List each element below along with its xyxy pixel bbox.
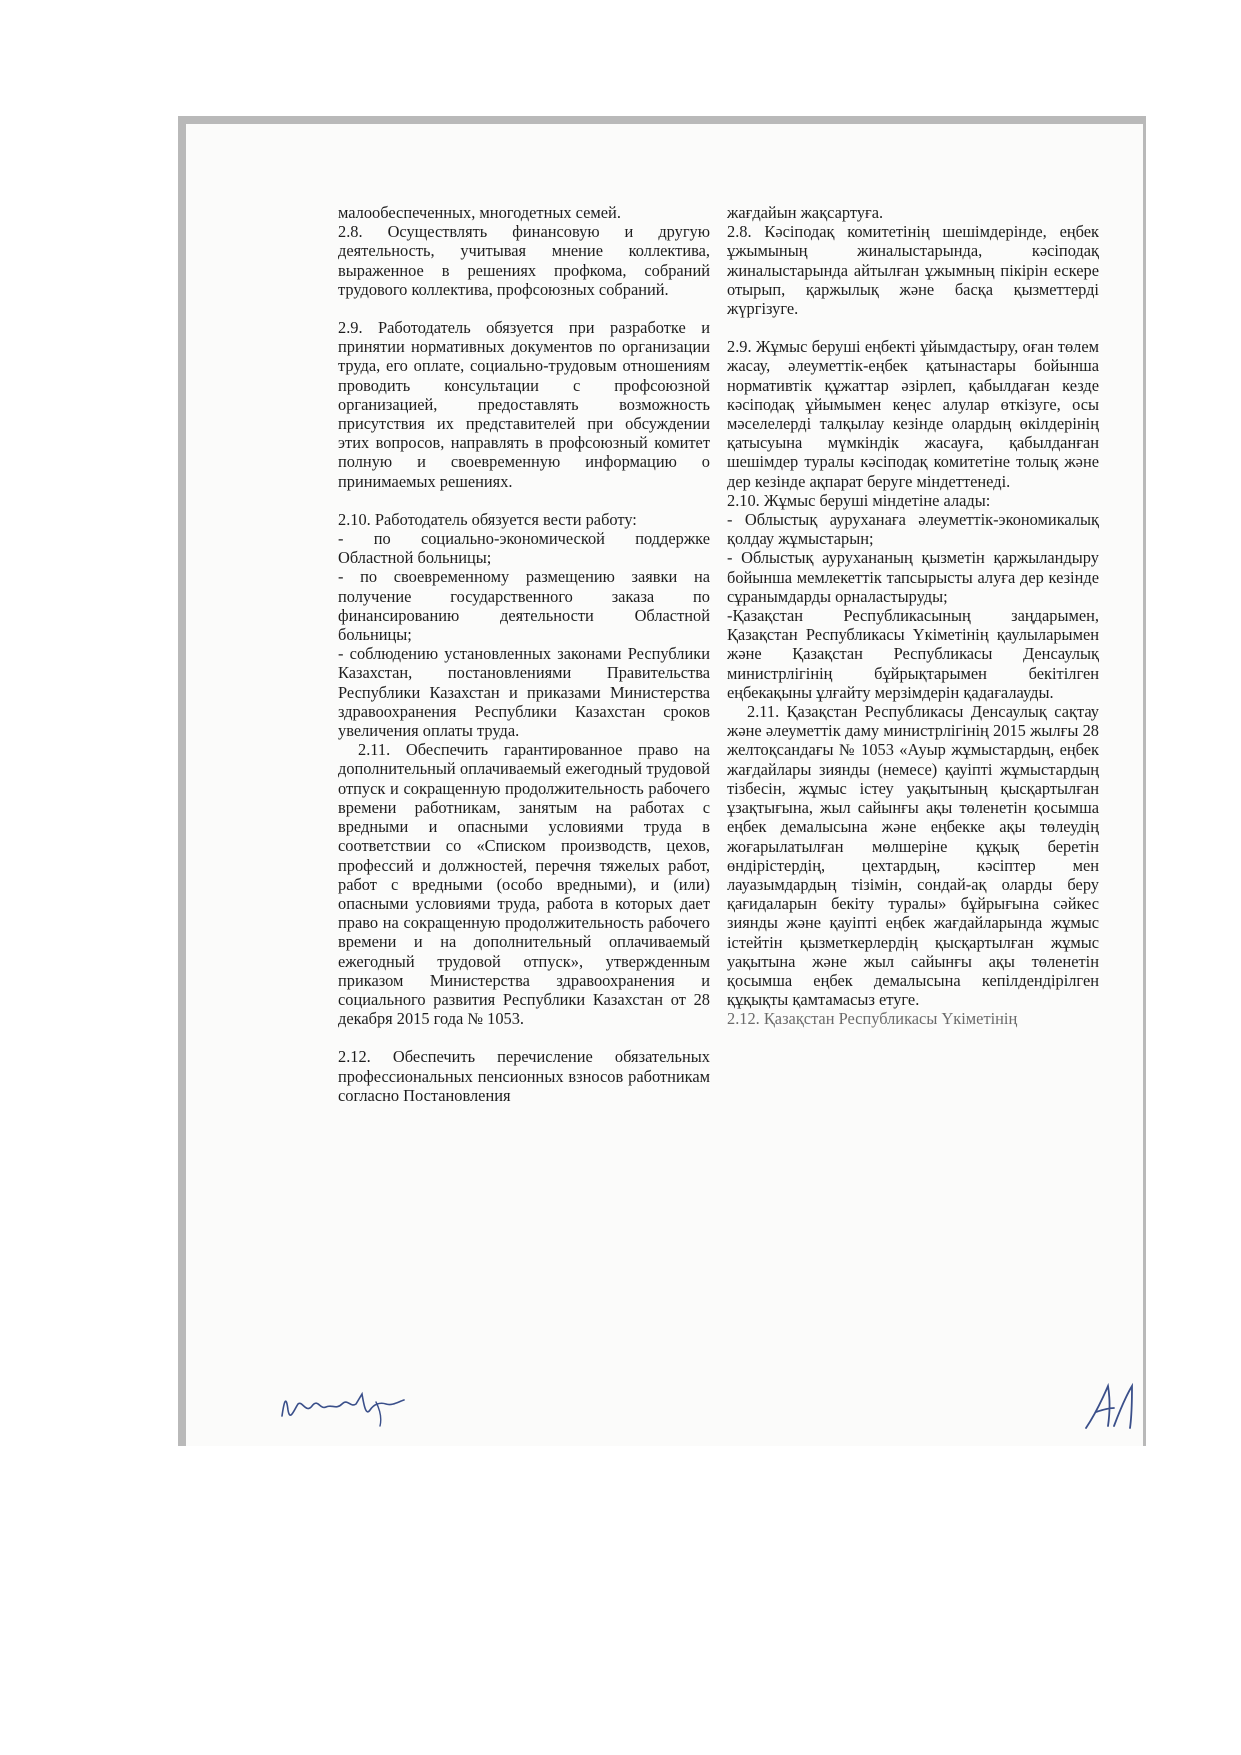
signature-left xyxy=(276,1380,411,1428)
clause-2-11: 2.11. Қазақстан Республикасы Денсаулық сақтау және әлеуметтік даму министрлігінің 2015 жылғы 28 желтоқсандағы № 1053 «Ауыр жұмыстардың, еңбек жағдайлары зиянды (немесе) қауіпті жұмыстардың тізбесін, жұмыс істеу уақытының қысқартылған ұзақтығына, жыл сайынғы ақы төленетін қосымша еңбек демалысына және еңбекке ақы төлеудің жоғарылатылған мөлшеріне құқық беретін өндірістердің, цехтардың, кәсіптер мен лауазымдардың тізімін, сондай-ақ оларды беру қағидаларын бекіту туралы» бұйрығына сәйкес зиянды және қауіпті еңбек жағдайларында жұмыс істейтін қызметкерлердің қысқартылған жұмыс уақытына және жыл сайынғы ақы төленетін қосымша еңбек демалысына кепілдендірілген құқықты қамтамасыз етуге. xyxy=(727,702,1099,1010)
clause-2-10-item-2: - Облыстық аурухананың қызметін қаржыландыру бойынша мемлекеттік тапсырысты алуға дер кезінде сұранымдарды орналастыруды; xyxy=(727,548,1099,606)
clause-2-10-item-1: - по социально-экономической поддержке Областной больницы; xyxy=(338,529,710,568)
paragraph-continuation: малообеспеченных, многодетных семей. xyxy=(338,203,621,222)
clause-2-10-item-1: - Облыстық ауруханаға әлеуметтік-экономикалық қолдау жұмыстарын; xyxy=(727,510,1099,549)
clause-2-10-item-3: -Қазақстан Республикасының заңдарымен, Қазақстан Республикасы Үкіметінің қаулыларымен және Қазақстан Республикасы Денсаулық министрлігінің бұйрықтарымен бекітілген еңбекақыны ұлғайту мерзімдерін қадағалауды. xyxy=(727,606,1099,702)
clause-2-11: 2.11. Обеспечить гарантированное право на дополнительный оплачиваемый ежегодный трудовой отпуск и сокращенную продолжительность рабочего времени работникам, занятым на работах с вредными и опасными условиями труда в соответствии со «Списком производств, цехов, профессий и должностей, перечня тяжелых работ, работ с вредными (особо вредными), и (или) опасными условиями труда, работа в которых дает право на сокращенную продолжительность рабочего времени и на дополнительный оплачиваемый ежегодный трудовой отпуск», утвержденным приказом Министерства здравоохранения и социального развития Республики Казахстан от 28 декабря 2015 года № 1053. xyxy=(338,740,710,1029)
clause-2-9: 2.9. Жұмыс беруші еңбекті ұйымдастыру, оған төлем жасау, әлеуметтік-еңбек қатынастары бойынша нормативтік құжаттар әзірлеп, қабылдаған кезде кәсіподақ ұйымымен кеңес алулар өткізуге, осы мәселелерді талқылау кезінде олардың өкілдерінің қатысуына мүмкіндік жасауға, қабылданған шешімдер туралы кәсіподақ комитетіне толық және дер кезінде ақпарат беруге міндеттенеді. xyxy=(727,337,1099,491)
paragraph-continuation: жағдайын жақсартуға. xyxy=(727,203,884,222)
clause-2-10-item-2: - по своевременному размещению заявки на получение государственного заказа по финансированию деятельности Областной больницы; xyxy=(338,567,710,645)
clause-2-10-item-3: - соблюдению установленных законами Республики Казахстан, постановлениями Правительства Республики Казахстан и приказами Министерства здравоохранения Республики Казахстан сроков увеличения оплаты труда. xyxy=(338,644,710,741)
clause-2-8: 2.8. Осуществлять финансовую и другую деятельность, учитывая мнение коллектива, выраженное в решениях профкома, собраний трудового коллектива, профсоюзных собраний. xyxy=(338,222,710,299)
kazakh-column xyxy=(727,203,1099,1029)
clause-2-9: 2.9. Работодатель обязуется при разработке и принятии нормативных документов по организации труда, его оплате, социально-трудовым отношениям проводить консультации с профсоюзной организацией, предоставлять возможность присутствия их представителей при обсуждении этих вопросов, направлять в профсоюзный комитет полную и своевременную информацию о принимаемых решениях. xyxy=(338,318,710,491)
russian-column xyxy=(338,203,710,1105)
clause-2-12: 2.12. Қазақстан Республикасы Үкіметінің xyxy=(727,1009,1018,1029)
clause-2-8: 2.8. Кәсіподақ комитетінің шешімдерінде, еңбек ұжымының жиналыстарында, кәсіподақ жиналыстарында айтылған ұжымның пікірін ескере отырып, қаржылық және басқа қызметтерді жүргізуге. xyxy=(727,222,1099,319)
clause-2-10: 2.10. Жұмыс беруші міндетіне алады: xyxy=(727,490,991,510)
signature-right xyxy=(1080,1380,1140,1432)
clause-2-12: 2.12. Обеспечить перечисление обязательных профессиональных пенсионных взносов работникам согласно Постановления xyxy=(338,1047,710,1105)
clause-2-10: 2.10. Работодатель обязуется вести работу: xyxy=(338,509,637,529)
